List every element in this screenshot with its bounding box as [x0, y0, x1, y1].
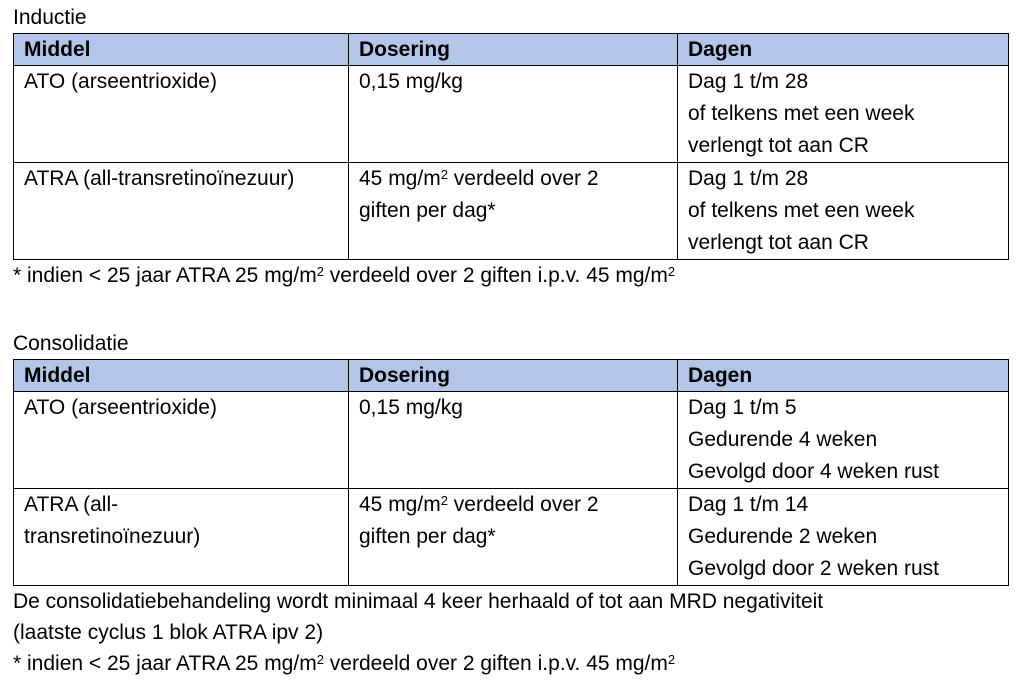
cell-text — [359, 489, 667, 521]
cell-text: ATRA (all-transretinoïnezuur) — [24, 167, 295, 190]
table-row — [14, 392, 1009, 489]
consolidatie-footnote — [13, 648, 1008, 679]
cell-dosering — [349, 392, 678, 489]
footnote-text: verdeeld over 2 giften i.p.v. 45 mg/m — [323, 264, 668, 287]
header-middel: Middel — [14, 360, 349, 392]
cell-text: transretinoïnezuur) — [24, 525, 201, 548]
cell-dagen — [678, 489, 1009, 586]
cell-text: of telkens met een week — [688, 102, 915, 125]
cell-text: Gedurende 4 weken — [688, 428, 878, 451]
table-row — [14, 489, 1009, 586]
superscript: 2 — [667, 652, 676, 667]
superscript: 2 — [316, 652, 324, 667]
cell-dagen — [678, 163, 1009, 260]
header-dosering: Dosering — [349, 34, 678, 66]
table-row — [14, 163, 1009, 260]
cell-middel — [14, 66, 349, 163]
cell-dosering — [349, 66, 678, 163]
dose-text: verdeeld over 2 — [447, 167, 599, 190]
consolidatie-title: Consolidatie — [13, 332, 129, 355]
footnote-text: * indien < 25 jaar ATRA 25 mg/m — [13, 652, 317, 675]
cell-text — [359, 163, 667, 195]
cell-middel — [14, 392, 349, 489]
header-dagen: Dagen — [678, 34, 1009, 66]
dose-text: 45 mg/m — [359, 167, 441, 190]
cell-dosering — [349, 163, 678, 260]
cell-text: 0,15 mg/kg — [359, 70, 463, 93]
cell-text: 0,15 mg/kg — [359, 396, 463, 419]
dose-text: verdeeld over 2 — [447, 493, 599, 516]
superscript: 2 — [440, 167, 448, 182]
cell-text: giften per dag* — [359, 525, 496, 548]
footnote-text: verdeeld over 2 giften i.p.v. 45 mg/m — [323, 652, 668, 675]
cell-dosering — [349, 489, 678, 586]
table-row — [14, 66, 1009, 163]
inductie-section — [13, 2, 1008, 291]
cell-text: ATO (arseentrioxide) — [24, 70, 217, 93]
table-header-row — [14, 34, 1009, 66]
cell-dagen — [678, 392, 1009, 489]
header-dosering: Dosering — [349, 360, 678, 392]
consolidatie-note-line: (laatste cyclus 1 blok ATRA ipv 2) — [13, 621, 324, 644]
cell-text: Dag 1 t/m 14 — [688, 493, 809, 516]
cell-text: Dag 1 t/m 28 — [688, 70, 809, 93]
cell-middel — [14, 163, 349, 260]
cell-text: of telkens met een week — [688, 199, 915, 222]
consolidatie-table — [13, 359, 1009, 586]
cell-text: ATRA (all- — [24, 493, 119, 516]
table-header-row — [14, 360, 1009, 392]
cell-middel — [14, 489, 349, 586]
superscript: 2 — [316, 264, 324, 279]
inductie-title: Inductie — [13, 6, 87, 29]
superscript: 2 — [440, 493, 448, 508]
inductie-table — [13, 33, 1009, 260]
cell-text: ATO (arseentrioxide) — [24, 396, 217, 419]
cell-text: verlengt tot aan CR — [688, 134, 869, 157]
cell-text: Gevolgd door 4 weken rust — [688, 460, 939, 483]
header-dagen: Dagen — [678, 360, 1009, 392]
cell-text: Dag 1 t/m 28 — [688, 167, 809, 190]
header-middel: Middel — [14, 34, 349, 66]
footnote-text: * indien < 25 jaar ATRA 25 mg/m — [13, 264, 317, 287]
consolidatie-note-line: De consolidatiebehandeling wordt minimaal 4 keer herhaald of tot aan MRD negativiteit — [13, 590, 824, 613]
consolidatie-section — [13, 328, 1008, 679]
cell-text: verlengt tot aan CR — [688, 231, 869, 254]
cell-dagen — [678, 66, 1009, 163]
inductie-footnote — [13, 260, 1008, 291]
cell-text: Dag 1 t/m 5 — [688, 396, 797, 419]
dose-text: 45 mg/m — [359, 493, 441, 516]
superscript: 2 — [667, 264, 676, 279]
cell-text: Gevolgd door 2 weken rust — [688, 557, 939, 580]
cell-text: Gedurende 2 weken — [688, 525, 878, 548]
cell-text: giften per dag* — [359, 199, 496, 222]
